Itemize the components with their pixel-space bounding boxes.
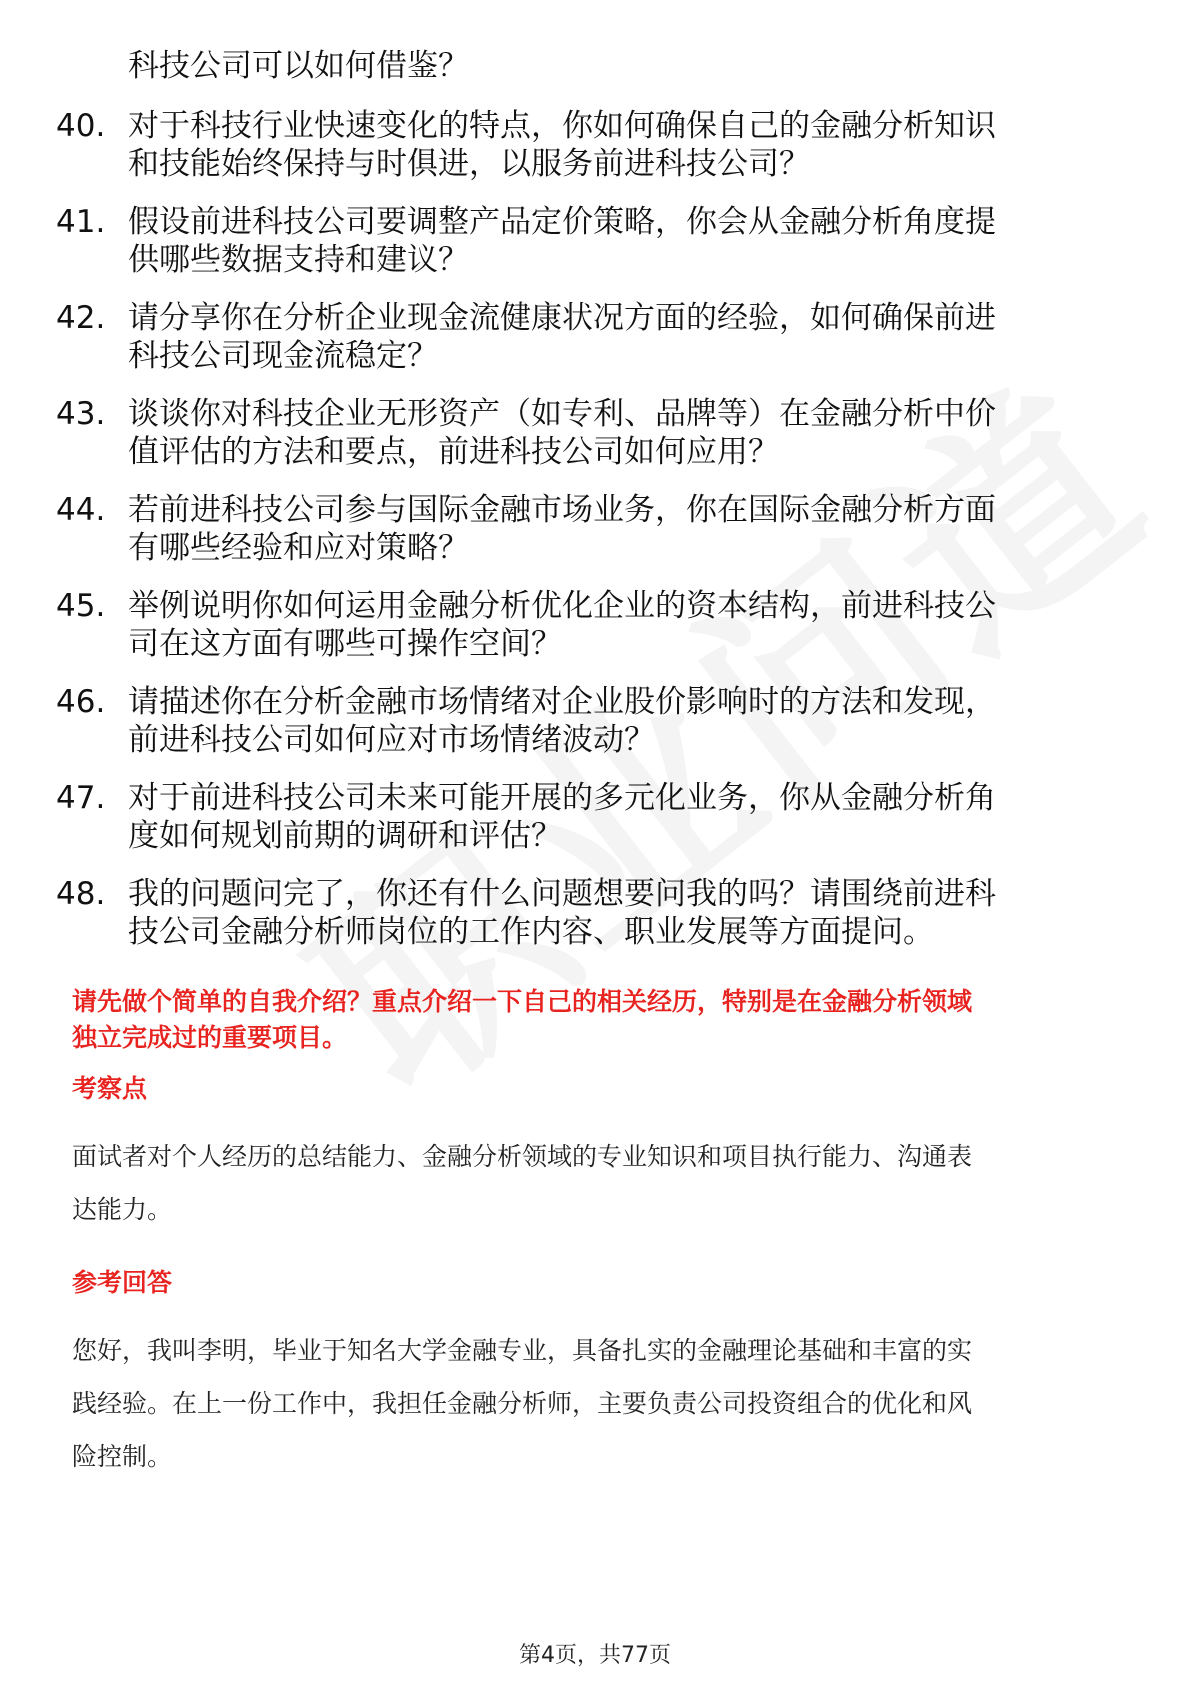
question-line: 值评估的方法和要点，前进科技公司如何应用？	[128, 434, 779, 470]
reference-answer-line: 您好，我叫李明，毕业于知名大学金融专业，具备扎实的金融理论基础和丰富的实	[72, 1336, 973, 1365]
question-line: 供哪些数据支持和建议？	[128, 242, 469, 278]
question-number: 43.	[56, 396, 106, 432]
reference-answer-label: 参考回答	[72, 1268, 173, 1297]
question-line: 司在这方面有哪些可操作空间？	[128, 626, 562, 662]
question-line: 技公司金融分析师岗位的工作内容、职业发展等方面提问。	[128, 914, 934, 950]
question-line: 度如何规划前期的调研和评估？	[128, 818, 562, 854]
question-continuation-line: 科技公司可以如何借鉴？	[128, 48, 469, 84]
question-line: 有哪些经验和应对策略？	[128, 530, 469, 566]
question-line: 和技能始终保持与时俱进，以服务前进科技公司？	[128, 146, 810, 182]
question-line: 前进科技公司如何应对市场情绪波动？	[128, 722, 655, 758]
question-number: 40.	[56, 108, 106, 144]
assessment-line: 面试者对个人经历的总结能力、金融分析领域的专业知识和项目执行能力、沟通表	[72, 1142, 973, 1171]
question-number: 41.	[56, 204, 106, 240]
question-line: 谈谈你对科技企业无形资产（如专利、品牌等）在金融分析中价	[128, 396, 996, 432]
question-number: 45.	[56, 588, 106, 624]
question-line: 若前进科技公司参与国际金融市场业务，你在国际金融分析方面	[128, 492, 996, 528]
question-line: 对于科技行业快速变化的特点，你如何确保自己的金融分析知识	[128, 108, 996, 144]
main-question-line: 请先做个简单的自我介绍？重点介绍一下自己的相关经历，特别是在金融分析领域	[72, 987, 973, 1016]
question-line: 对于前进科技公司未来可能开展的多元化业务，你从金融分析角	[128, 780, 996, 816]
question-number: 47.	[56, 780, 106, 816]
question-line: 请分享你在分析企业现金流健康状况方面的经验，如何确保前进	[128, 300, 996, 336]
question-line: 我的问题问完了，你还有什么问题想要问我的吗？请围绕前进科	[128, 876, 996, 912]
assessment-label: 考察点	[72, 1074, 148, 1103]
question-line: 科技公司现金流稳定？	[128, 338, 438, 374]
main-question-line: 独立完成过的重要项目。	[72, 1023, 348, 1052]
question-line: 举例说明你如何运用金融分析优化企业的资本结构，前进科技公	[128, 588, 996, 624]
question-line: 请描述你在分析金融市场情绪对企业股价影响时的方法和发现，	[128, 684, 996, 720]
page-footer: 第4页，共77页	[519, 1643, 671, 1668]
question-line: 假设前进科技公司要调整产品定价策略，你会从金融分析角度提	[128, 204, 996, 240]
question-number: 46.	[56, 684, 106, 720]
assessment-line: 达能力。	[72, 1195, 173, 1224]
question-number: 48.	[56, 876, 106, 912]
question-number: 42.	[56, 300, 106, 336]
reference-answer-line: 险控制。	[72, 1442, 173, 1471]
reference-answer-line: 践经验。在上一份工作中，我担任金融分析师，主要负责公司投资组合的优化和风	[72, 1389, 973, 1418]
question-number: 44.	[56, 492, 106, 528]
